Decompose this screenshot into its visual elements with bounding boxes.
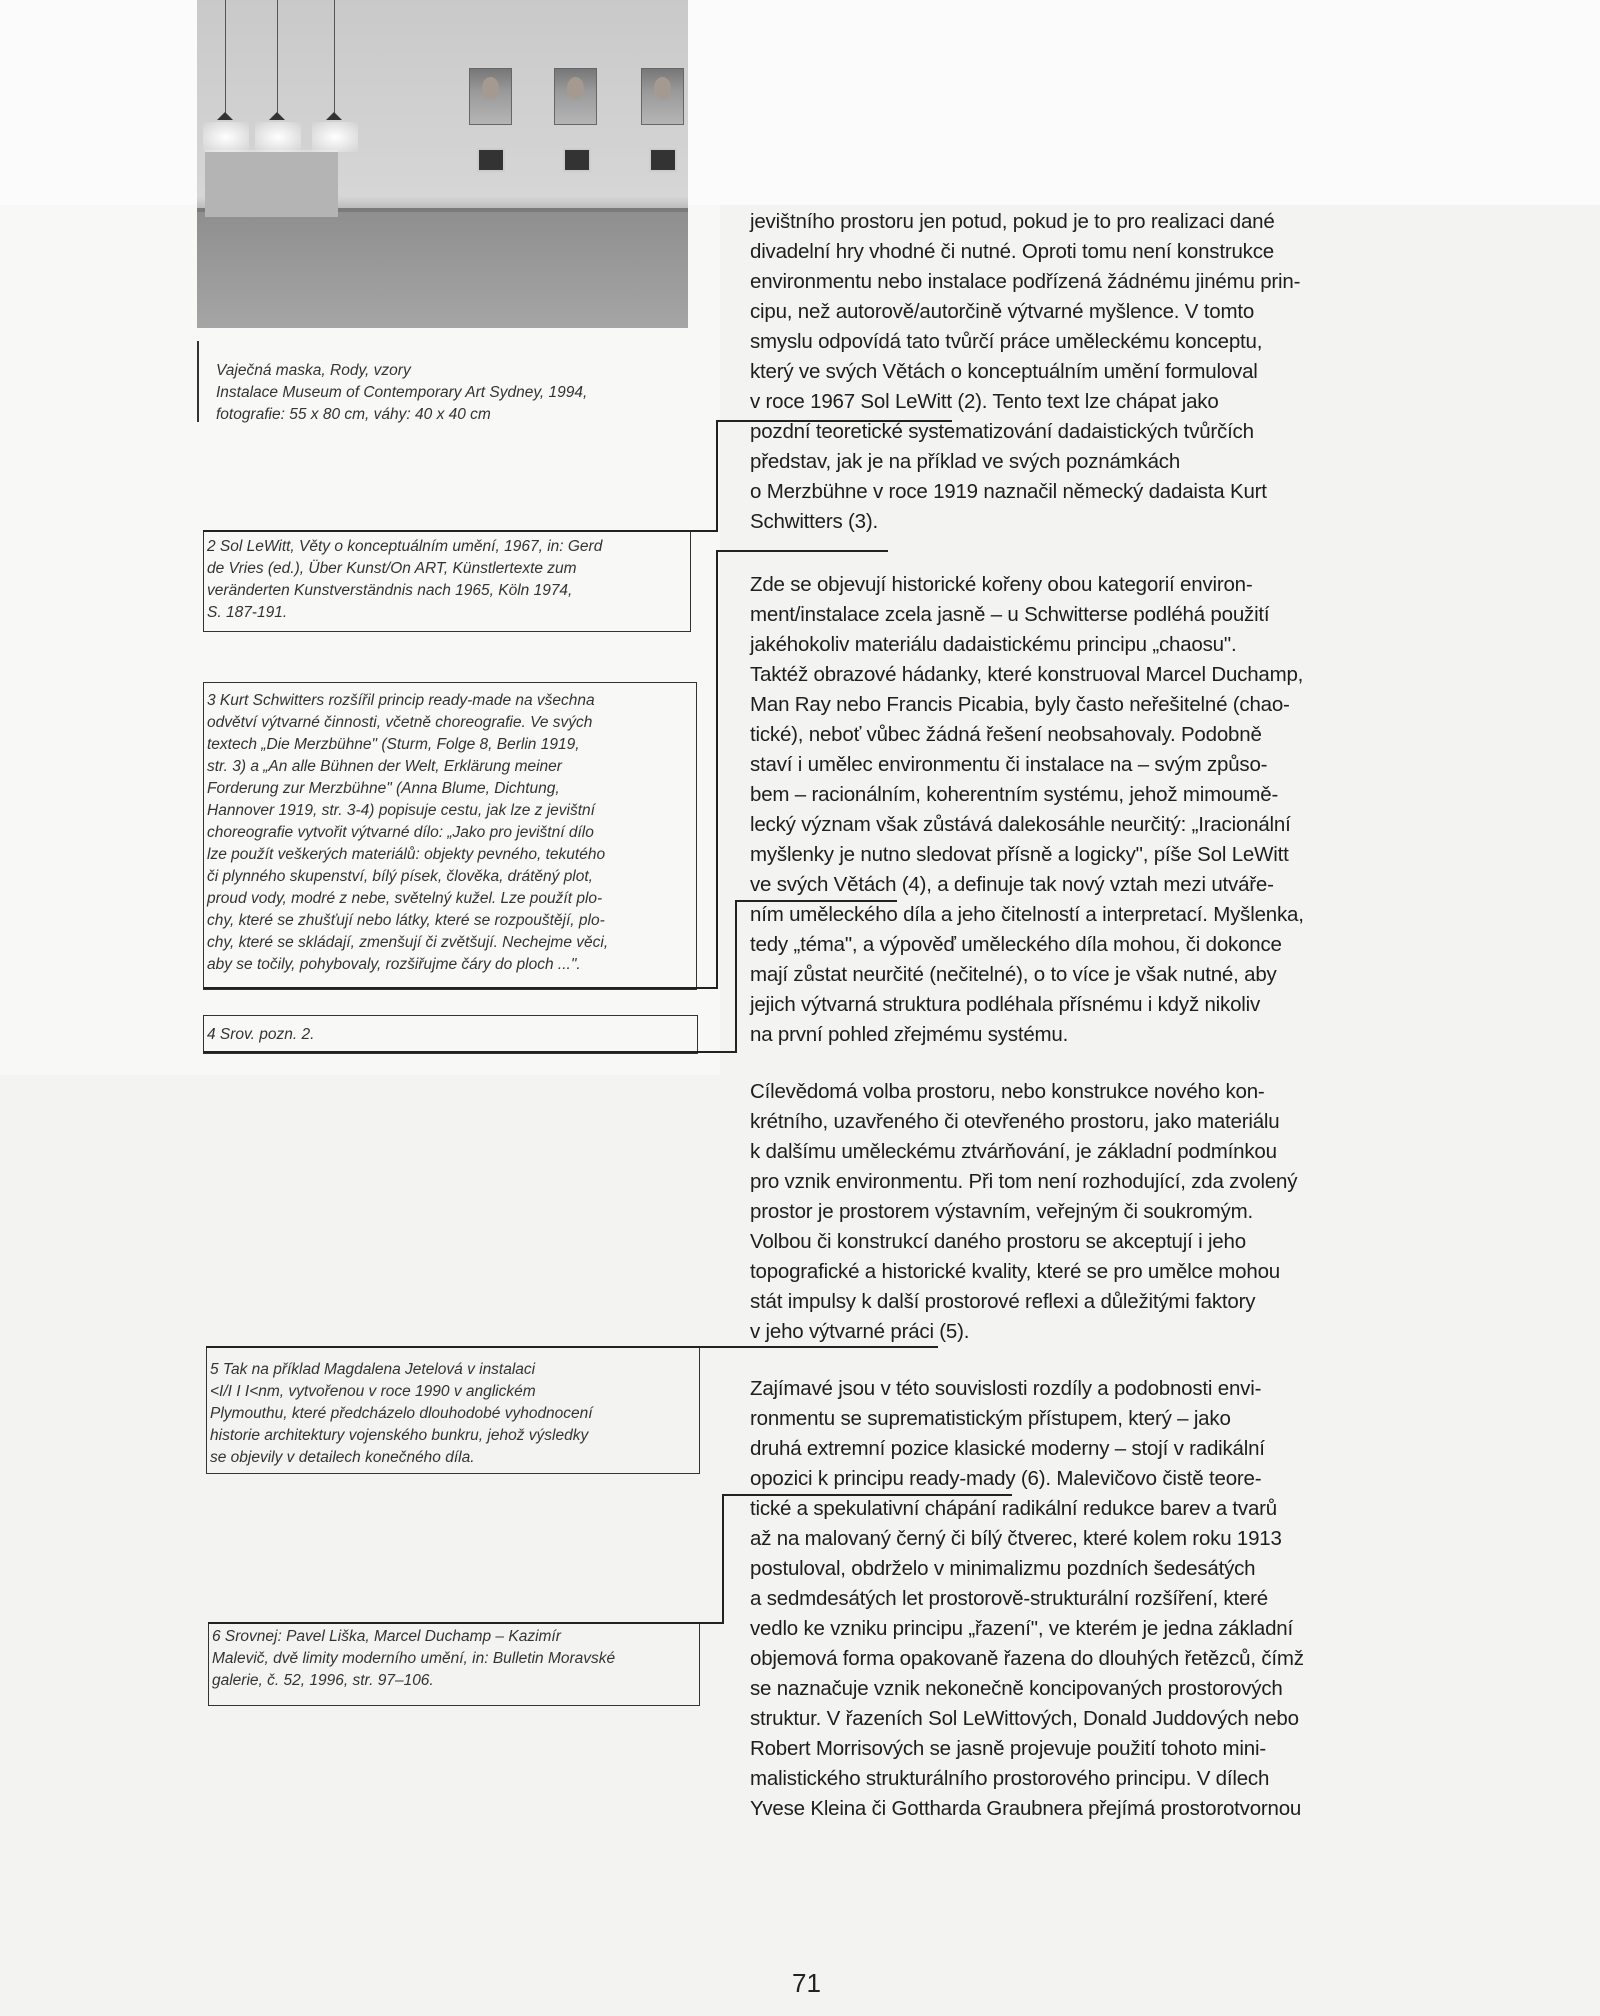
portrait-3 [641,68,684,125]
text-line: v jeho výtvarné práci (5). [750,1320,970,1343]
text-line: ronmentu se suprematistickým přístupem, který – jako [750,1407,1231,1430]
text-line: Taktéž obrazové hádanky, které konstruoval Marcel Duchamp, [750,663,1304,686]
text-line: Volbou či konstrukcí daného prostoru se akceptují i jeho [750,1230,1246,1253]
footnote-5 [210,1359,593,1469]
text-line: fotografie: 55 x 80 cm, váhy: 40 x 40 cm [216,406,491,423]
text-line: představ, jak je na příklad ve svých poznámkách [750,450,1181,473]
text-line: 2 Sol LeWitt, Věty o konceptuálním umění, 1967, in: Gerd [207,538,603,555]
connector-line-6-v [722,1494,724,1624]
text-line: který ve svých Větách o konceptuálním umění formuloval [750,360,1258,383]
text-line: de Vries (ed.), Über Kunst/On ART, Künstlertexte zum [207,560,577,577]
text-line: mají zůstat neurčité (nečitelné), o to více je však nutné, aby [750,963,1277,986]
text-line: na první pohled zřejmému systému. [750,1023,1069,1046]
text-line: krétního, uzavřeného či otevřeného prostoru, jako materiálu [750,1110,1280,1133]
text-line: tické), neboť vůbec žádná řešení neobsahovaly. Podobně [750,723,1262,746]
text-line: chy, které se skládají, zmenšují či zvětšují. Nechejme věci, [207,934,609,951]
text-line: tedy „téma", a výpověď uměleckého díla mohou, či dokonce [750,933,1282,956]
portrait-1 [469,68,512,125]
text-line: opozici k principu ready-mady (6). Malevičovo čistě teore- [750,1467,1262,1490]
text-line: choreografie vytvořit výtvarné dílo: „Jako pro jevištní dílo [207,824,594,841]
body-paragraph-4 [750,1374,1304,1824]
text-line: se naznačuje vznik nekonečně koncipovaných prostorových [750,1677,1283,1700]
text-line: <I/I I I<nm, vytvořenou v roce 1990 v anglickém [210,1383,536,1400]
connector-line-3 [716,550,888,552]
text-line: divadelní hry vhodné či nutné. Oproti tomu není konstrukce [750,240,1274,263]
text-line: lze použít veškerých materiálů: objekty pevného, tekutého [207,846,606,863]
text-line: veränderten Kunstverständnis nach 1965, Köln 1974, [207,582,573,599]
text-line: stát impulsy k další prostorové reflexi a důležitými faktory [750,1290,1256,1313]
text-line: v roce 1967 Sol LeWitt (2). Tento text lze chápat jako [750,390,1219,413]
scale-3 [649,148,677,172]
text-line: bem – racionálním, koherentním systému, jehož mimoumě- [750,783,1279,806]
text-line: Cílevědomá volba prostoru, nebo konstrukce nového kon- [750,1080,1265,1103]
portrait-2 [554,68,597,125]
text-line: smyslu odpovídá tato tvůrčí práce uměleckému konceptu, [750,330,1263,353]
text-line: vedlo ke vzniku principu „řazení", ve kterém je jedna základní [750,1617,1293,1640]
connector-line-4-h [203,1051,737,1053]
text-line: textech „Die Merzbühne" (Sturm, Folge 8, Berlin 1919, [207,736,580,753]
text-line: S. 187-191. [207,604,288,621]
text-line: a sedmdesátých let prostorově-strukturální rozšíření, které [750,1587,1269,1610]
text-line: Yvese Kleina či Gottharda Graubnera přejímá prostorotvornou [750,1797,1302,1820]
text-line: druhá extremní pozice klasické moderny – stojí v radikální [750,1437,1265,1460]
text-line: staví i umělec environmentu či instalace na – svým způso- [750,753,1268,776]
body-paragraph-3 [750,1077,1297,1347]
connector-line-3-v [716,550,718,989]
text-line: historie architektury vojenského bunkru, jehož výsledky [210,1427,589,1444]
text-line: aby se točily, pohybovaly, rozšiřujme čáry do ploch ...". [207,956,581,973]
text-line: postuloval, obdrželo v minimalizmu pozdních šedesátých [750,1557,1256,1580]
text-line: topografické a historické kvality, které se pro umělce mohou [750,1260,1280,1283]
connector-line-4-v [735,900,737,1052]
text-line: se objevily v detailech konečného díla. [210,1449,475,1466]
text-line: 6 Srovnej: Pavel Liška, Marcel Duchamp – Kazimír [212,1628,561,1645]
scale-2 [563,148,591,172]
connector-line-3-h [203,987,718,989]
text-line: proud vody, modré z nebe, světelný kužel. Lze použít plo- [207,890,603,907]
text-line: 5 Tak na příklad Magdalena Jetelová v instalaci [210,1361,536,1378]
connector-line-6-h [208,1622,724,1624]
text-line: o Merzbühne v roce 1919 naznačil německý dadaista Kurt [750,480,1267,503]
text-line: str. 3) a „An alle Bühnen der Welt, Erklärung meiner [207,758,562,775]
text-line: galerie, č. 52, 1996, str. 97–106. [212,1672,434,1689]
body-paragraph-2 [750,570,1304,1050]
text-line: Forderung zur Merzbühne" (Anna Blume, Dichtung, [207,780,560,797]
text-line: Plymouthu, které předcházelo dlouhodobé vyhodnocení [210,1405,593,1422]
text-line: ním uměleckého díla a jeho čitelností a interpretací. Myšlenka, [750,903,1304,926]
text-line: odvětví výtvarné činnosti, včetně choreografie. Ve svých [207,714,593,731]
text-line: 3 Kurt Schwitters rozšířil princip ready-made na všechna [207,692,595,709]
text-line: jejich výtvarná struktura podléhala přísnému i když nikoliv [750,993,1261,1016]
text-line: pozdní teoretické systematizování dadaistických tvůrčích [750,420,1254,443]
text-line: či plynného skupenství, bílý písek, člověka, drátěný plot, [207,868,593,885]
text-line: environmentu nebo instalace podřízená žádnému jinému prin- [750,270,1301,293]
text-line: Zde se objevují historické kořeny obou kategorií environ- [750,573,1253,596]
text-line: Hannover 1919, str. 3-4) popisuje cestu, jak lze z jevištní [207,802,595,819]
text-line: k dalšímu uměleckému ztvárňování, je základní podmínkou [750,1140,1277,1163]
text-line: myšlenky je nutno sledovat přísně a logicky", píše Sol LeWitt [750,843,1289,866]
connector-line-2-h [203,530,718,532]
text-line: ment/instalace zcela jasně – u Schwitterse podléhá použití [750,603,1270,626]
footnote-3 [207,690,608,976]
text-line: až na malovaný černý či bílý čtverec, které kolem roku 1913 [750,1527,1282,1550]
figure-caption [216,360,587,426]
scale-1 [477,148,505,172]
text-line: cipu, než autorově/autorčině výtvarné myšlence. V tomto [750,300,1255,323]
caption-bar [197,341,199,422]
installation-photo [197,0,688,328]
text-line: Malevič, dvě limity moderního umění, in: Bulletin Moravské [212,1650,616,1667]
text-line: Robert Morrisových se jasně projevuje použití tohoto mini- [750,1737,1266,1760]
text-line: Zajímavé jsou v této souvislosti rozdíly a podobnosti envi- [750,1377,1262,1400]
pedestal [205,150,338,217]
text-line: jakéhokoliv materiálu dadaistickému principu „chaosu". [750,633,1237,656]
text-line: pro vznik environmentu. Při tom není rozhodující, zda zvolený [750,1170,1298,1193]
text-line: ve svých Větách (4), a definuje tak nový vztah mezi utváře- [750,873,1274,896]
text-line: malistického strukturálního prostorového principu. V dílech [750,1767,1270,1790]
text-line: Vaječná maska, Rody, vzory [216,362,411,379]
text-line: objemová forma opakovaně řazena do dlouhých řetězců, čímž [750,1647,1304,1670]
page-number: 71 [792,1968,821,1998]
text-line: Man Ray nebo Francis Picabia, byly často neřešitelné (chao- [750,693,1290,716]
body-paragraph-1 [750,207,1300,537]
text-line: prostor je prostorem výstavním, veřejným či soukromým. [750,1200,1253,1223]
footnote-6 [212,1626,615,1692]
text-line: jevištního prostoru jen potud, pokud je to pro realizaci dané [750,210,1275,233]
text-line: Instalace Museum of Contemporary Art Sydney, 1994, [216,384,588,401]
footnote-4 [207,1024,314,1046]
text-line: lecký význam však zůstává dalekosáhle neurčitý: „Iracionální [750,813,1291,836]
text-line: 4 Srov. pozn. 2. [207,1026,315,1043]
connector-line-2-v [716,420,718,531]
text-line: struktur. V řazeních Sol LeWittových, Donald Juddových nebo [750,1707,1299,1730]
text-line: tické a spekulativní chápání radikální redukce barev a tvarů [750,1497,1277,1520]
text-line: Schwitters (3). [750,510,878,533]
text-line: chy, které se zhušťují nebo látky, které se rozpouštějí, plo- [207,912,605,929]
footnote-2 [207,536,602,624]
